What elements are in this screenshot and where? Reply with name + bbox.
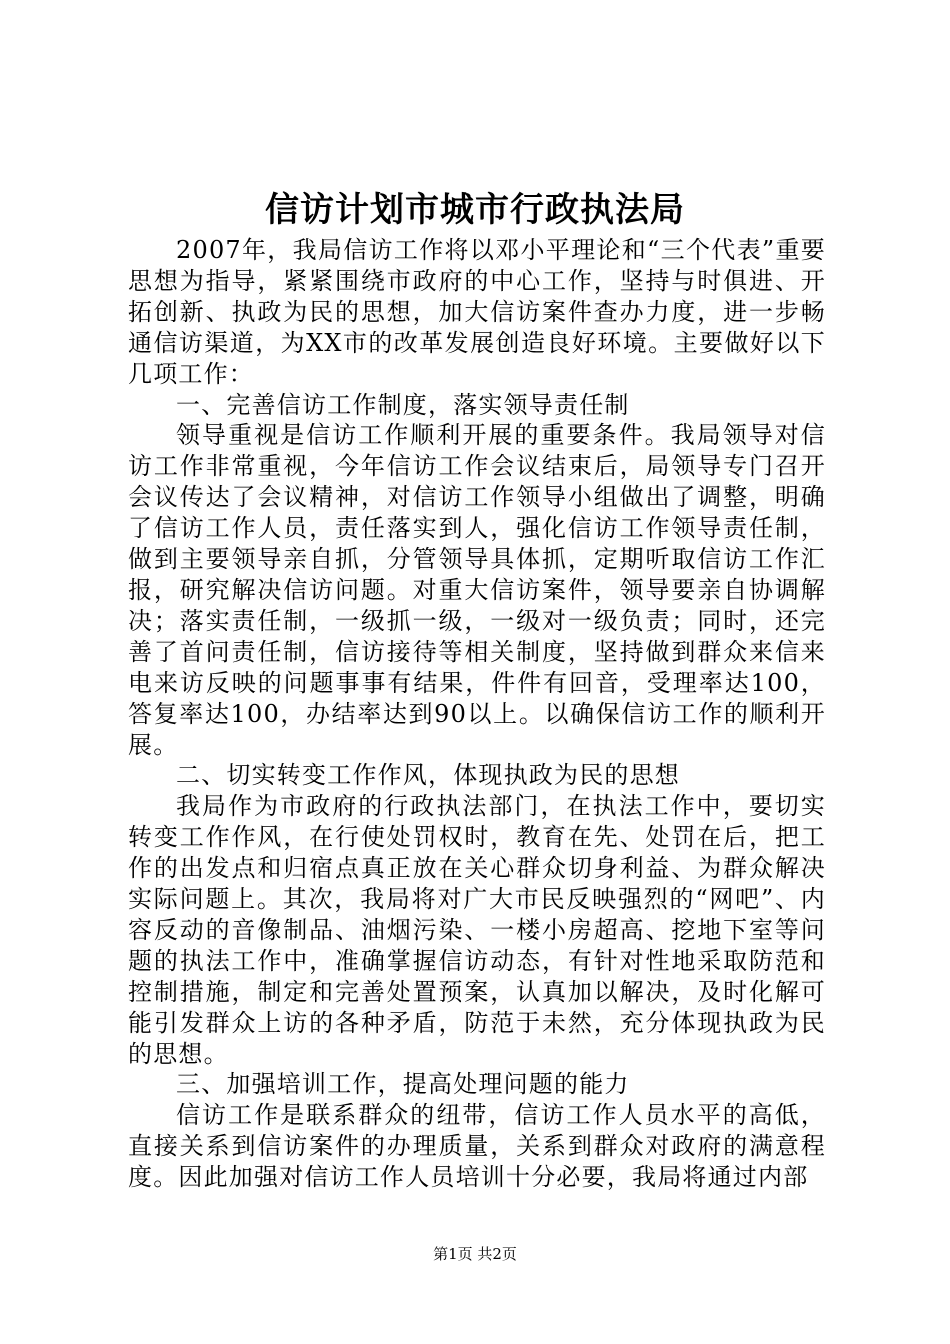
- page-footer: 第1页 共2页: [433, 1245, 517, 1263]
- section-heading-3: 三、加强培训工作，提高处理问题的能力: [176, 1070, 630, 1099]
- section-heading-1: 一、完善信访工作制度，落实领导责任制: [176, 390, 630, 419]
- intro-paragraph: 2007年，我局信访工作将以邓小平理论和“三个代表”重要思想为指导，紧紧围绕市政府的中心工作，坚持与时俱进、开拓创新、执政为民的思想，加大信访案件查办力度，进一步畅通信访渠道，为XX市的改革发展创造良好环境。主要做好以下几项工作：: [128, 236, 826, 388]
- document-body: [128, 235, 826, 1195]
- document-title: 信访计划市城市行政执法局: [265, 190, 685, 230]
- section-heading-2: 二、切实转变工作作风，体现执政为民的思想: [176, 761, 680, 790]
- section-paragraph-1: 领导重视是信访工作顺利开展的重要条件。我局领导对信访工作非常重视，今年信访工作会议结束后，局领导专门召开会议传达了会议精神，对信访工作领导小组做出了调整，明确了信访工作人员，责任落实到人，强化信访工作领导责任制，做到主要领导亲自抓，分管领导具体抓，定期听取信访工作汇报，研究解决信访问题。对重大信访案件，领导要亲自协调解决；落实责任制，一级抓一级，一级对一级负责；同时，还完善了首问责任制，信访接待等相关制度，坚持做到群众来信来电来访反映的问题事事有结果，件件有回音，受理率达100，答复率达100，办结率达到90以上。以确保信访工作的顺利开展。: [128, 421, 826, 759]
- section-paragraph-2: 我局作为市政府的行政执法部门，在执法工作中，要切实转变工作作风，在行使处罚权时，教育在先、处罚在后，把工作的出发点和归宿点真正放在关心群众切身利益、为群众解决实际问题上。其次，我局将对广大市民反映强烈的“网吧”、内容反动的音像制品、油烟污染、一楼小房超高、挖地下室等问题的执法工作中，准确掌握信访动态，有针对性地采取防范和控制措施，制定和完善处置预案，认真加以解决，及时化解可能引发群众上访的各种矛盾，防范于未然，充分体现执政为民的思想。: [128, 792, 826, 1068]
- section-paragraph-3: 信访工作是联系群众的纽带，信访工作人员水平的高低，直接关系到信访案件的办理质量，关系到群众对政府的满意程度。因此加强对信访工作人员培训十分必要，我局将通过内部: [128, 1101, 826, 1192]
